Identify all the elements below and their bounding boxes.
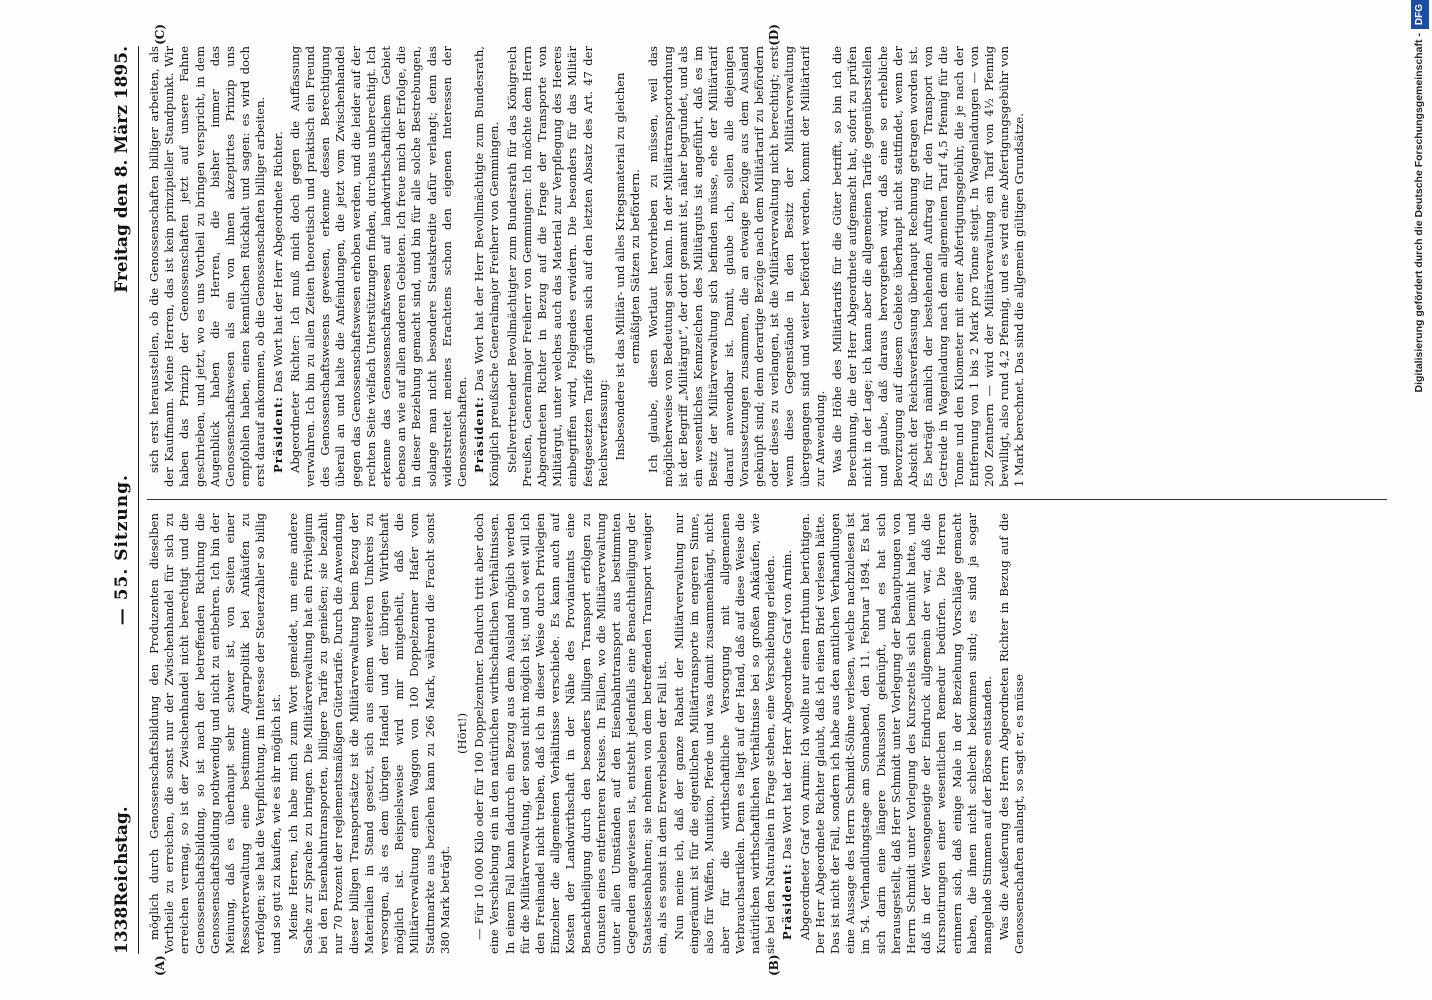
margin-marker-a: (A) [153, 955, 167, 976]
digitization-note: Digitalisierung gefördert durch die Deutsche Forschungsgemeinschaft - [1413, 33, 1425, 393]
paragraph [472, 46, 502, 487]
speech-text: Das Wort hat der Herr Abgeordnete Richter. [270, 131, 285, 393]
digitization-credit [1410, 0, 1428, 1000]
publication-title: Reichstag. [112, 806, 132, 907]
session-title: — 55. Sitzung. [112, 474, 132, 626]
newspaper-page [90, 20, 1410, 980]
margin-marker-d: (D) [767, 24, 781, 46]
column-divider [147, 499, 1387, 500]
speech-text: Das Wort hat der Herr Bevollmächtigte zum Bundesrath, Königlich preußische Generalmajor Freiherr von Gemmingen. [472, 46, 502, 487]
dfg-logo: DFG [1411, 0, 1429, 29]
speaker-label: Präsident: [780, 863, 795, 940]
paragraph: sich erst herausstellen, ob die Genossenschaften billiger arbeiten, als der Kaufmann. Meine Herren, das ist kein prinzipieller Standpunkt. Wir haben das Prinzip der Genossenschaften jetzt auf unsere Fahne geschrieben, und jetzt, wo es uns Vortheil zu bringen verspricht, in dem Augenblick haben die Herren, die bisher immer das Genossenschaftswesen als ein von ihnen akzeptirtes Prinzip uns empfohlen haben, einen kenntlichen Rückhalt und sagen: es wird doch erst darauf ankommen, ob die Genossenschaften billiger arbeiten. [147, 46, 268, 487]
paragraph: Meine Herren, ich habe mich zum Wort gemeldet, um eine andere Sache zur Sprache zu bringen. Die Militärverwaltung hat ein Privilegium bei den Eisenbahntransporten, billigere Tarife zu genießen; sie bezahlt nur 70 Prozent der reglementsmäßigen Gütertarife. Durch die Anwendung dieser billigen Transportsätze ist die Militärverwaltung beim Bezug der Materialien in Stand gesetzt, sich aus einem weiteren Umkreis zu versorgen, als es dem übrigen Handel und der übrigen Wirthschaft möglich ist. Beispielsweise wird mir mitgetheilt, daß die Militärverwaltung einen Waggon von 100 Doppelzentner Hafer vom Stadtmarkte aus beziehen kann zu 266 Mark, während die Fracht sonst 380 Mark beträgt. [285, 513, 452, 954]
left-column [147, 513, 1387, 954]
margin-marker-b: (B) [767, 954, 781, 976]
paragraph: — Für 10 000 Kilo oder für 100 Doppelzentner. Dadurch tritt aber doch eine Verschiebung ein in den natürlichen wirthschaftlichen Verhältnissen. In einem Fall kann dadurch ein Bezug aus dem Ausland möglich werden für die Militärverwaltung, der sonst nicht möglich ist; und so weit will ich den Freihandel nicht treiben, daß ich in dieser Weise durch Privilegien Einzelner die allgemeinen Verhältnisse verschiebe. Es kann auch auf Kosten der Landwirthschaft in der Nähe des Proviantamts eine Benachtheiligung durch den besonders billigen Transport erfolgen zu Gunsten eines entfernteren Kreises. In Fällen, wo die Militärverwaltung unter allen Umständen auf den Eisenbahntransport aus bestimmten Gegenden angewiesen ist, entsteht jedenfalls eine Benachtheiligung der Staatseisenbahnen; sie nehmen von dem betreffenden Transport weniger ein, als es sonst in dem Erwerbsleben der Fall ist. [472, 513, 669, 954]
speech-text: Das Wort hat der Herr Abgeordnete Graf von Arnim. [780, 549, 795, 860]
paragraph: Abgeordneter Richter: Ich muß mich doch gegen die Auffassung verwahren. Ich bin zu allen Zeiten theoretisch und praktisch ein Freund des Genossenschaftswesens gewesen, erkenne dessen Berechtigung überall an und halte die Anfeindungen, die jetzt vom Zwischenhandel gegen das Genossenschaftswesen erhoben werden, und die leider auf der rechten Seite vielfach Unterstützungen finden, durchaus unberechtigt. Ich erkenne das Genossenschaftswesen auf landwirthschaftlichem Gebiet ebenso an wie auf allen anderen Gebieten. Ich freue mich der Erfolge, die in dieser Beziehung gemacht sind, und bin für alle solche Bestrebungen, solange man nicht besondere Staatskredite dafür verlangt; denn das widerstreitet meines Erachtens schon den eigenen Interessen der Genossenschaften. [287, 46, 470, 487]
page-header [112, 46, 139, 954]
speaker-label: Präsident: [270, 396, 285, 473]
text-columns [147, 24, 1387, 976]
paragraph: möglich durch Genossenschaftsbildung den Produzenten dieselben Vortheile zu erreichen, die sonst nur der Zwischenhandel für sich zu erreichen vermag, so ist der Zwischenhandel nicht berechtigt und die Genossenschaftsbildung, so ist nach der betreffenden Richtung die Genossenschaftsbildung nothwendig und nicht zu entbehren. Ich bin der Meinung, daß es überhaupt sehr schwer ist, von Seiten einer Ressortverwaltung eine bestimmte Agrarpolitik bei Ankäufen zu verfolgen; sie hat die Verpflichtung, im Interesse der Steuerzahler so billig und so gut zu kaufen, wie es ihr möglich ist. [147, 513, 283, 954]
paragraph [271, 46, 286, 487]
margin-marker-c: (C) [153, 24, 167, 45]
paragraph: Ich glaube, diesen Wortlaut hervorheben zu müssen, weil das möglicherweise von Bedeutung sein kann. In der Militärtransportordnung ist der Begriff „Militärgut“, der dort genannt ist, näher begründet, und als ein wesentliches Kennzeichen des Militärguts ist angeführt, daß es im Besitz der Militärverwaltung sich befinden müsse, ehe der Militärtarif darauf anwendbar ist. Damit, glaube ich, sollen alle diejenigen Voraussetzungen zusammen, die an etwaige Bezüge aus dem Ausland geknüpft sind; denn derartige Bezüge nach dem Militärtarif zu befördern oder dieses zu verlangen, ist die Militärverwaltung nicht berechtigt; erst wenn diese Gegenstände in den Besitz der Militärverwaltung übergegangen sind und weiter befördert werden, kommt der Militärtarif zur Anwendung. [645, 46, 827, 487]
paragraph: Was die Höhe des Militärtarifs für die Güter betrifft, so bin ich die Berechnung, die der Herr Abgeordnete aufgemacht hat, sofort zu prüfen nicht in der Lage; ich kann aber die allgemeinen Tarife gegenüberstellen und glaube, daß daraus hervorgehen wird, daß eine so erhebliche Bevorzugung auf diesem Gebiete überhaupt nicht stattfindet, wenn der Absicht der Reichsverfassung überhaupt Rechnung getragen worden ist. Es beträgt nämlich der bestehenden Auftrag für den Transport von Getreide in Wagenladung nach dem allgemeinen Tarif 4,5 Pfennig für die Tonne und den Kilometer mit einer Abfertigungsgebühr, die je nach der Entfernung von 1 bis 2 Mark pro Tonne steigt. In Wagenladungen — von 200 Zentnern — wird der Militärverwaltung ein Tarif von 4½ Pfennig bewilligt, also rund 4,2 Pfennig, und es wird eine Abfertigungsgebühr von 1 Mark berechnet. Das sind die allgemein gültigen Grundsätze. [829, 46, 1027, 487]
speaker-label: Präsident: [472, 396, 487, 473]
page-number: 1338 [112, 906, 132, 954]
right-column [147, 46, 1387, 487]
paragraph: Nun meine ich, daß der ganze Rabatt der Militärverwaltung nur eingeräumt ist für die eigentlichen Militärtransporte im engeren Sinne, also für Waffen, Munition, Pferde und was damit zusammenhängt, nicht aber für die wirthschaftliche Versorgung mit allgemeinen Verbrauchsartikeln. Denn es liegt auf der Hand, daß auf diese Weise die natürlichen wirthschaftlichen Verhältnisse bei so großen Ankäufen, wie sie bei den Naturalien in Frage stehen, eine Verschiebung erleiden. [671, 513, 778, 954]
paragraph [780, 513, 795, 954]
interjection: (Hört!) [455, 713, 470, 754]
paragraph: Stellvertretender Bevollmächtigter zum Bundesrath für das Königreich Preußen, Generalmajor Freiherr von Gemmingen: Ich möchte dem Herrn Abgeordneten Richter in Bezug auf die Frage der Transporte von Militärgut, unter welches auch das Material zur Verpflegung des Heeres einbegriffen wird, Folgendes erwidern. Die besonders für das Militär festgesetzten Tarife gründen sich auf den letzten Absatz des Art. 47 der Reichsverfassung: [504, 46, 610, 487]
session-date: Freitag den 8. März 1895. [112, 46, 132, 293]
paragraph: Was die Aeußerung des Herrn Abgeordneten Richter in Bezug auf die Genossenschaften anlangt, so sagt er, es müsse [997, 513, 1027, 954]
quoted-article: Insbesondere ist das Militär- und alles Kriegsmaterial zu gleichen ermäßigten Sätzen zu befördern. [613, 72, 643, 461]
paragraph: Abgeordneter Graf von Arnim: Ich wollte nur einen Irrthum berichtigen. Der Herr Abgeordnete Richter glaubt, daß ich einen Brief verlesen hätte. Das ist nicht der Fall, sondern ich habe aus den amtlichen Verhandlungen eine Aussage des Herrn Schmidt-Söhne verlesen, welche nachzulesen ist im 54. Verhandlungstage am Sonnabend, den 11. Februar 1894. Es hat sich darin eine längere Diskussion geknüpft, und es hat sich herausgestellt, daß Herr Schmidt unter Vorlegung der Behauptungen von Herrn Schmidt unter Vorlegung des Kurszettels sich bemüht hatte, und daß in der Wiesengeneigte der Eindruck allgemein der war, daß die Kursnotirungen einer wesentlichen Remedur bedürfen. Die Herren erinnern sich, daß einige Male in der Beziehung Vorschläge gemacht haben, die ihnen nicht schlecht bekommen sind; es sind ja sogar mangelnde Stimmen auf der Börse entstanden. [797, 513, 994, 954]
